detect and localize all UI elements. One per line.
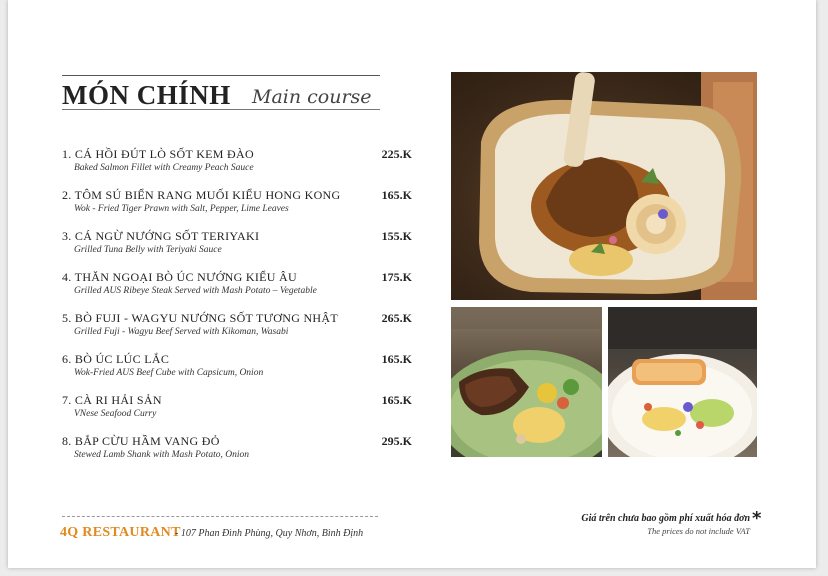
menu-list — [62, 147, 422, 475]
menu-item-desc: Wok - Fried Tiger Prawn with Salt, Pepper, Lime Leaves — [74, 204, 289, 214]
menu-item-name: 1. CÁ HỒI ĐÚT LÒ SỐT KEM ĐÀO — [62, 147, 254, 161]
vat-note-english: The prices do not include VAT — [647, 526, 750, 536]
menu-item-desc: Stewed Lamb Shank with Mash Potato, Onion — [74, 450, 249, 460]
asterisk-icon: * — [752, 508, 762, 529]
page-subtitle: Main course — [252, 86, 372, 108]
menu-item — [62, 147, 422, 188]
lamb-shank-photo — [451, 72, 757, 300]
menu-item-name: 5. BÒ FUJI - WAGYU NƯỚNG SỐT TƯƠNG NHẬT — [62, 311, 338, 325]
menu-item-name: 6. BÒ ÚC LÚC LẮC — [62, 352, 170, 366]
menu-item-price: 165.K — [381, 188, 412, 202]
menu-item-desc: Grilled AUS Ribeye Steak Served with Mash Potato – Vegetable — [74, 286, 317, 296]
menu-item-name: 7. CÀ RI HẢI SẢN — [62, 393, 162, 407]
menu-item — [62, 393, 422, 434]
menu-item-price: 165.K — [381, 393, 412, 407]
menu-item-desc: Grilled Tuna Belly with Teriyaki Sauce — [74, 245, 222, 255]
menu-item-desc: Wok-Fried AUS Beef Cube with Capsicum, Onion — [74, 368, 264, 378]
title-top-rule — [62, 75, 380, 76]
restaurant-address: - 107 Phan Đình Phùng, Quy Nhơn, Bình Định — [175, 528, 364, 539]
menu-item-price: 155.K — [381, 229, 412, 243]
menu-item-desc: Baked Salmon Fillet with Creamy Peach Sauce — [74, 163, 254, 173]
vat-note-vietnamese: Giá trên chưa bao gồm phí xuất hóa đơn — [581, 513, 750, 524]
menu-item-price: 295.K — [381, 434, 412, 448]
menu-item-price: 165.K — [381, 352, 412, 366]
menu-item-desc: Grilled Fuji - Wagyu Beef Served with Kikoman, Wasabi — [74, 327, 289, 337]
menu-item-name: 8. BẮP CỪU HẦM VANG ĐỎ — [62, 434, 220, 448]
lamb-shank-illustration — [451, 72, 757, 300]
menu-item — [62, 352, 422, 393]
steak-illustration — [451, 307, 602, 457]
footer-rule — [62, 516, 378, 517]
menu-item — [62, 434, 422, 475]
restaurant-name: 4Q RESTAURANT — [60, 525, 181, 540]
menu-item — [62, 311, 422, 352]
page-title: MÓN CHÍNH — [62, 80, 231, 110]
salmon-illustration — [608, 307, 757, 457]
menu-item-price: 265.K — [381, 311, 412, 325]
title-bottom-rule — [62, 109, 380, 110]
menu-item-desc: VNese Seafood Curry — [74, 409, 157, 419]
menu-item-name: 4. THĂN NGOẠI BÒ ÚC NƯỚNG KIỂU ÂU — [62, 270, 297, 284]
menu-item-price: 225.K — [381, 147, 412, 161]
menu-page — [8, 0, 816, 568]
menu-item — [62, 188, 422, 229]
menu-item — [62, 270, 422, 311]
menu-item-name: 3. CÁ NGỪ NƯỚNG SỐT TERIYAKI — [62, 229, 260, 243]
menu-item-price: 175.K — [381, 270, 412, 284]
menu-item — [62, 229, 422, 270]
menu-item-name: 2. TÔM SÚ BIỂN RANG MUỐI KIỂU HONG KONG — [62, 188, 341, 202]
salmon-photo — [608, 307, 757, 457]
steak-photo — [451, 307, 602, 457]
